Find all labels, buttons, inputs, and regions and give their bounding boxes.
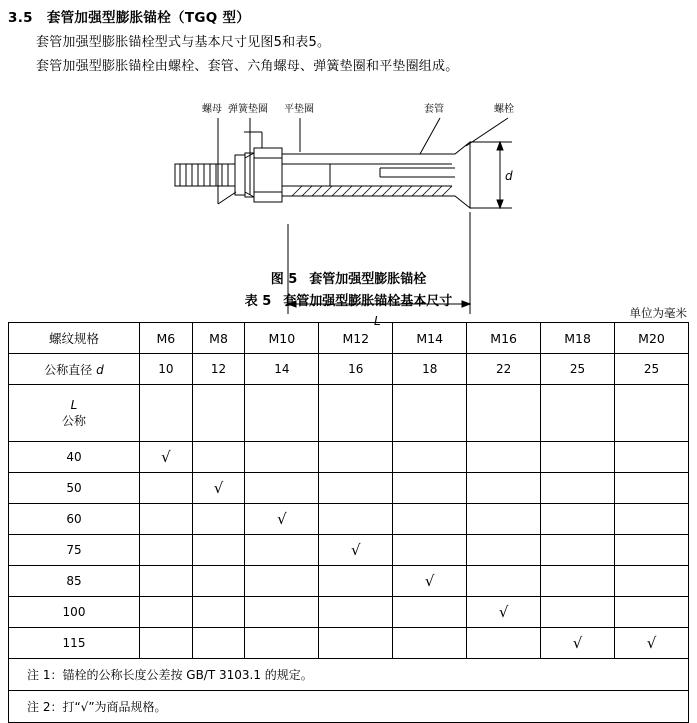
callout-flat-washer: 平垫圈 bbox=[284, 104, 314, 115]
cell-mark-2-3 bbox=[319, 504, 393, 535]
figure-caption-text: 套管加强型膨胀锚栓 bbox=[309, 272, 427, 287]
cell-mark-2-0 bbox=[140, 504, 193, 535]
cell-mark-5-0 bbox=[140, 597, 193, 628]
cell-mark-0-7 bbox=[615, 442, 689, 473]
cell-mark-4-1 bbox=[192, 566, 245, 597]
row-header-thread-spec: 螺纹规格 bbox=[9, 323, 140, 354]
cell-mark-1-0 bbox=[140, 473, 193, 504]
cell-mark-0-0: √ bbox=[140, 442, 193, 473]
cell-mark-5-7 bbox=[615, 597, 689, 628]
cell-diameter-1: 10 bbox=[140, 354, 193, 385]
cell-mark-3-5 bbox=[467, 535, 541, 566]
cell-length-header-2 bbox=[192, 385, 245, 442]
cell-length-label: 75 bbox=[9, 535, 140, 566]
cell-mark-5-3 bbox=[319, 597, 393, 628]
cell-length-header-3 bbox=[245, 385, 319, 442]
table-row-nominal-diameter bbox=[9, 354, 689, 385]
cell-mark-3-4 bbox=[393, 535, 467, 566]
cell-mark-6-7: √ bbox=[615, 628, 689, 659]
cell-mark-4-2 bbox=[245, 566, 319, 597]
cell-mark-6-4 bbox=[393, 628, 467, 659]
cell-mark-1-3 bbox=[319, 473, 393, 504]
cell-diameter-7: 25 bbox=[541, 354, 615, 385]
cell-length-label: 115 bbox=[9, 628, 140, 659]
cell-mark-5-6 bbox=[541, 597, 615, 628]
row-header-length-text: 公称 bbox=[61, 414, 86, 428]
cell-mark-2-7 bbox=[615, 504, 689, 535]
section-title: 套管加强型膨胀锚栓（TGQ 型） bbox=[46, 10, 251, 26]
cell-mark-0-4 bbox=[393, 442, 467, 473]
cell-thread-m20: M20 bbox=[615, 323, 689, 354]
cell-mark-2-2: √ bbox=[245, 504, 319, 535]
cell-mark-5-5: √ bbox=[467, 597, 541, 628]
table-row bbox=[9, 473, 689, 504]
cell-mark-3-3: √ bbox=[319, 535, 393, 566]
callout-sleeve: 套管 bbox=[424, 104, 444, 115]
cell-mark-2-1 bbox=[192, 504, 245, 535]
cell-length-label: 40 bbox=[9, 442, 140, 473]
cell-mark-4-6 bbox=[541, 566, 615, 597]
cell-thread-m8: M8 bbox=[192, 323, 245, 354]
cell-length-header-8 bbox=[615, 385, 689, 442]
cell-mark-1-6 bbox=[541, 473, 615, 504]
cell-diameter-4: 16 bbox=[319, 354, 393, 385]
cell-mark-0-2 bbox=[245, 442, 319, 473]
cell-thread-m12: M12 bbox=[319, 323, 393, 354]
cell-mark-6-0 bbox=[140, 628, 193, 659]
cell-diameter-6: 22 bbox=[467, 354, 541, 385]
cell-length-header-7 bbox=[541, 385, 615, 442]
cell-mark-0-5 bbox=[467, 442, 541, 473]
cell-length-label: 50 bbox=[9, 473, 140, 504]
cell-mark-4-7 bbox=[615, 566, 689, 597]
cell-diameter-2: 12 bbox=[192, 354, 245, 385]
cell-mark-2-6 bbox=[541, 504, 615, 535]
cell-thread-m16: M16 bbox=[467, 323, 541, 354]
table-row bbox=[9, 504, 689, 535]
cell-mark-4-5 bbox=[467, 566, 541, 597]
figure-caption bbox=[0, 268, 697, 287]
section-number: 3.5 bbox=[8, 10, 33, 26]
table-notes bbox=[8, 659, 689, 723]
table-row bbox=[9, 442, 689, 473]
cell-length-header-5 bbox=[393, 385, 467, 442]
table-row bbox=[9, 535, 689, 566]
cell-length-label: 60 bbox=[9, 504, 140, 535]
table-caption-label: 表 5 bbox=[244, 294, 272, 309]
cell-mark-1-2 bbox=[245, 473, 319, 504]
cell-thread-m10: M10 bbox=[245, 323, 319, 354]
table-row-thread-spec bbox=[9, 323, 689, 354]
cell-thread-m18: M18 bbox=[541, 323, 615, 354]
callout-nut: 螺母 bbox=[202, 104, 222, 115]
row-header-nominal-diameter-symbol: d bbox=[96, 362, 104, 377]
cell-mark-4-4: √ bbox=[393, 566, 467, 597]
cell-mark-3-1 bbox=[192, 535, 245, 566]
cell-length-header-1 bbox=[140, 385, 193, 442]
cell-mark-0-6 bbox=[541, 442, 615, 473]
paragraph-2: 套管加强型膨胀锚栓由螺栓、套管、六角螺母、弹簧垫圈和平垫圈组成。 bbox=[36, 59, 459, 74]
dimension-label-L: L bbox=[374, 314, 381, 328]
cell-diameter-8: 25 bbox=[615, 354, 689, 385]
cell-mark-5-2 bbox=[245, 597, 319, 628]
cell-mark-1-7 bbox=[615, 473, 689, 504]
cell-length-header-6 bbox=[467, 385, 541, 442]
cell-mark-6-1 bbox=[192, 628, 245, 659]
table-caption-text: 套管加强型膨胀锚栓基本尺寸 bbox=[283, 294, 453, 309]
cell-mark-3-0 bbox=[140, 535, 193, 566]
cell-mark-0-1 bbox=[192, 442, 245, 473]
cell-mark-1-4 bbox=[393, 473, 467, 504]
figure-caption-label: 图 5 bbox=[270, 272, 298, 287]
cell-mark-4-0 bbox=[140, 566, 193, 597]
table-row bbox=[9, 628, 689, 659]
table-row bbox=[9, 597, 689, 628]
cell-mark-3-6 bbox=[541, 535, 615, 566]
dimension-label-d: d bbox=[505, 169, 513, 183]
cell-diameter-3: 14 bbox=[245, 354, 319, 385]
cell-mark-1-1: √ bbox=[192, 473, 245, 504]
cell-mark-0-3 bbox=[319, 442, 393, 473]
cell-mark-1-5 bbox=[467, 473, 541, 504]
cell-length-label: 85 bbox=[9, 566, 140, 597]
unit-note: 单位为毫米 bbox=[629, 306, 687, 320]
cell-mark-3-7 bbox=[615, 535, 689, 566]
cell-diameter-5: 18 bbox=[393, 354, 467, 385]
cell-mark-2-4 bbox=[393, 504, 467, 535]
cell-mark-3-2 bbox=[245, 535, 319, 566]
cell-mark-6-2 bbox=[245, 628, 319, 659]
cell-mark-5-4 bbox=[393, 597, 467, 628]
cell-mark-4-3 bbox=[319, 566, 393, 597]
dimensions-table bbox=[8, 322, 689, 659]
cell-mark-5-1 bbox=[192, 597, 245, 628]
cell-thread-m14: M14 bbox=[393, 323, 467, 354]
cell-mark-6-3 bbox=[319, 628, 393, 659]
callout-bolt: 螺栓 bbox=[494, 104, 514, 115]
callout-spring-washer: 弹簧垫圈 bbox=[228, 104, 268, 115]
table-row-length-header bbox=[9, 385, 689, 442]
cell-mark-6-6: √ bbox=[541, 628, 615, 659]
cell-length-label: 100 bbox=[9, 597, 140, 628]
cell-mark-6-5 bbox=[467, 628, 541, 659]
table-caption bbox=[0, 290, 697, 309]
cell-thread-m6: M6 bbox=[140, 323, 193, 354]
table-row bbox=[9, 566, 689, 597]
cell-mark-2-5 bbox=[467, 504, 541, 535]
cell-length-header-4 bbox=[319, 385, 393, 442]
paragraph-1: 套管加强型膨胀锚栓型式与基本尺寸见图5和表5。 bbox=[36, 35, 331, 50]
note-2: 注 2：打“√”为商品规格。 bbox=[9, 690, 688, 722]
row-header-nominal-diameter-text: 公称直径 bbox=[44, 362, 93, 377]
section-heading bbox=[8, 6, 250, 26]
note-1: 注 1：锚栓的公称长度公差按 GB/T 3103.1 的规定。 bbox=[27, 668, 313, 682]
row-header-length-symbol: L bbox=[70, 397, 78, 412]
row-header-nominal-length bbox=[9, 385, 140, 442]
row-header-nominal-diameter bbox=[9, 354, 140, 385]
